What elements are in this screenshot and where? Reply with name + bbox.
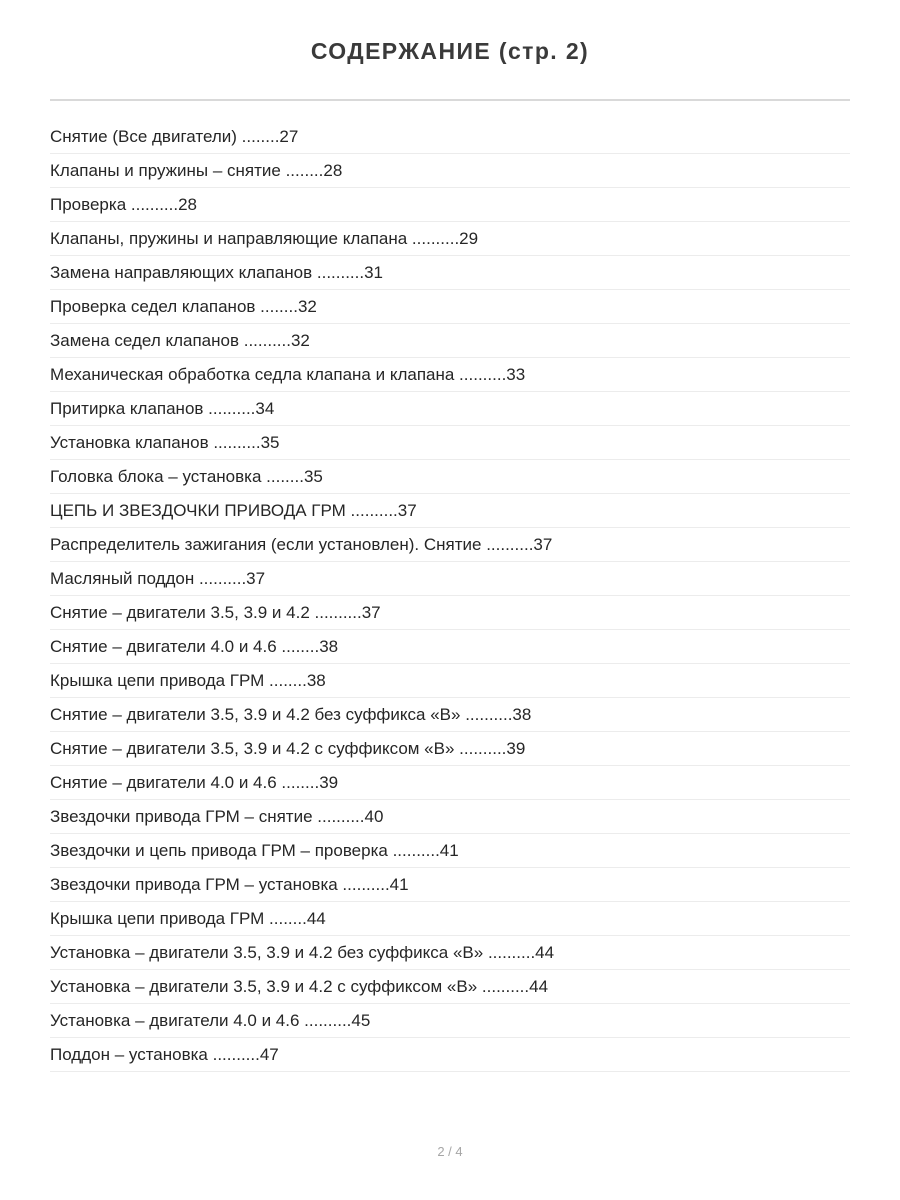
toc-entry: Крышка цепи привода ГРМ ........44 [50, 902, 850, 936]
toc-entry: Головка блока – установка ........35 [50, 460, 850, 494]
toc-entry: Клапаны и пружины – снятие ........28 [50, 154, 850, 188]
toc-entry: Установка – двигатели 3.5, 3.9 и 4.2 с суффиксом «B» ..........44 [50, 970, 850, 1004]
toc-entry: Снятие – двигатели 3.5, 3.9 и 4.2 ..........37 [50, 596, 850, 630]
toc-entry: Замена направляющих клапанов ..........31 [50, 256, 850, 290]
page-title: СОДЕРЖАНИЕ (стр. 2) [310, 38, 590, 64]
toc-entry: Звездочки привода ГРМ – установка ..........41 [50, 868, 850, 902]
toc-entry: Снятие – двигатели 3.5, 3.9 и 4.2 с суффиксом «B» ..........39 [50, 732, 850, 766]
toc-entry: Снятие – двигатели 4.0 и 4.6 ........39 [50, 766, 850, 800]
toc-entry: Клапаны, пружины и направляющие клапана ..........29 [50, 222, 850, 256]
toc-entry: Распределитель зажигания (если установлен). Снятие ..........37 [50, 528, 850, 562]
toc-entry: Проверка седел клапанов ........32 [50, 290, 850, 324]
toc-entry: Замена седел клапанов ..........32 [50, 324, 850, 358]
toc-entry: Установка – двигатели 3.5, 3.9 и 4.2 без суффикса «B» ..........44 [50, 936, 850, 970]
toc-entry: Установка – двигатели 4.0 и 4.6 ..........45 [50, 1004, 850, 1038]
toc-entry: Притирка клапанов ..........34 [50, 392, 850, 426]
page-number: 2 / 4 [437, 1144, 463, 1159]
toc-entry: Поддон – установка ..........47 [50, 1038, 850, 1072]
toc-entry: Снятие (Все двигатели) ........27 [50, 120, 850, 154]
toc-entry: Масляный поддон ..........37 [50, 562, 850, 596]
toc-entry: Звездочки привода ГРМ – снятие ..........40 [50, 800, 850, 834]
toc-entry: Проверка ..........28 [50, 188, 850, 222]
toc-entry: Механическая обработка седла клапана и клапана ..........33 [50, 358, 850, 392]
toc-entry: Установка клапанов ..........35 [50, 426, 850, 460]
toc-entry: Звездочки и цепь привода ГРМ – проверка ..........41 [50, 834, 850, 868]
toc-entry: Крышка цепи привода ГРМ ........38 [50, 664, 850, 698]
title-divider [50, 99, 850, 101]
toc-entry: ЦЕПЬ И ЗВЕЗДОЧКИ ПРИВОДА ГРМ ..........37 [50, 494, 850, 528]
toc-entry: Снятие – двигатели 4.0 и 4.6 ........38 [50, 630, 850, 664]
table-of-contents [50, 120, 850, 1072]
toc-entry: Снятие – двигатели 3.5, 3.9 и 4.2 без суффикса «B» ..........38 [50, 698, 850, 732]
